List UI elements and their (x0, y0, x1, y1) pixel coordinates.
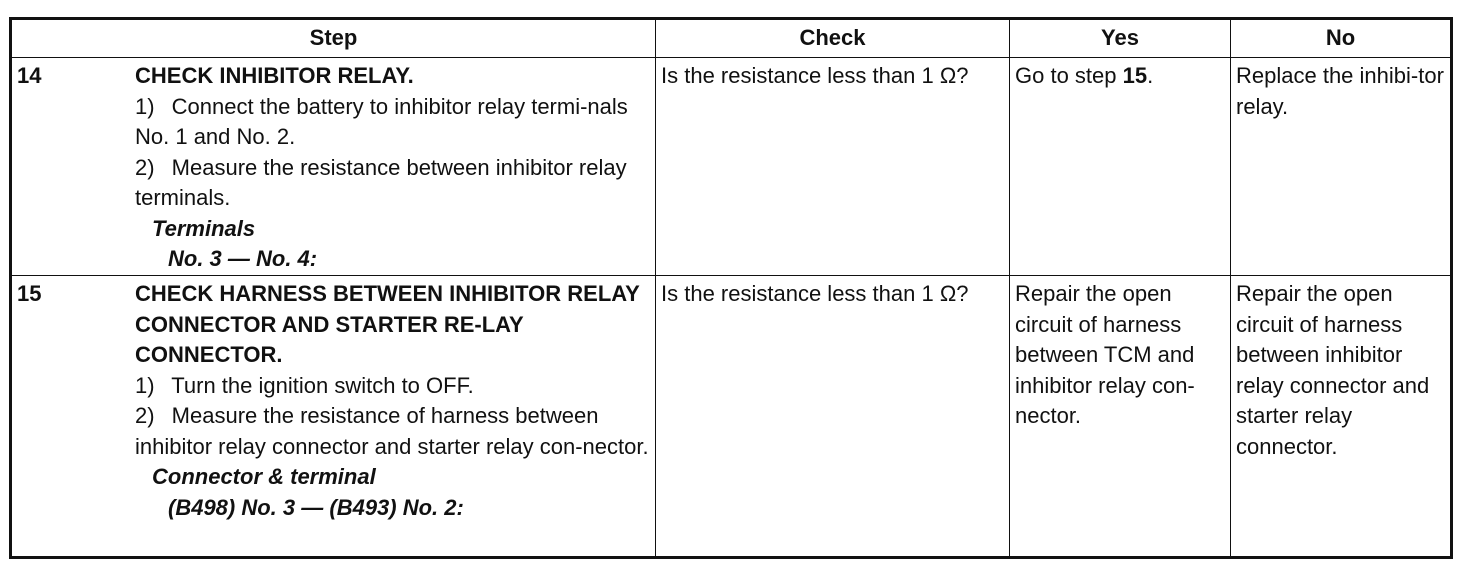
yes-cell (1010, 58, 1231, 276)
yes-suffix: . (1147, 63, 1154, 88)
header-no: No (1231, 19, 1452, 58)
spec-value: (B498) No. 3 — (B493) No. 2: (168, 494, 464, 520)
header-step: Step (11, 19, 656, 58)
header-check: Check (656, 19, 1010, 58)
step-number: 15 (17, 281, 42, 306)
table-row (11, 58, 1452, 276)
step-title: CHECK INHIBITOR RELAY. (135, 63, 414, 88)
step-number: 14 (17, 63, 42, 88)
no-cell: Repair the open circuit of harness between inhibitor relay connector and starter relay connector. (1231, 276, 1452, 558)
step-instruction: 2) Measure the resistance between inhibitor relay terminals. (135, 154, 627, 210)
spec-value: No. 3 — No. 4: (168, 246, 318, 271)
step-instruction: 1) Turn the ignition switch to OFF. (135, 372, 474, 398)
step-cell (11, 58, 656, 276)
header-row (11, 19, 1452, 58)
yes-prefix: Go to step (1015, 63, 1123, 88)
step-cell (11, 276, 656, 558)
header-yes: Yes (1010, 19, 1231, 58)
yes-cell: Repair the open circuit of harness between TCM and inhibitor relay con-nector. (1010, 276, 1231, 558)
spec-label: Connector & terminal (152, 464, 376, 489)
yes-step-link: 15 (1122, 63, 1148, 88)
table-row (11, 276, 1452, 558)
step-instruction: 1) Connect the battery to inhibitor relay termi-nals No. 1 and No. 2. (135, 93, 628, 149)
spec-label: Terminals (152, 215, 256, 241)
no-cell: Replace the inhibi-tor relay. (1231, 58, 1452, 276)
step-title: CHECK HARNESS BETWEEN INHIBITOR RELAY CONNECTOR AND STARTER RE-LAY CONNECTOR. (135, 281, 640, 367)
check-cell: Is the resistance less than 1 Ω? (656, 58, 1010, 276)
diagnostic-table (9, 17, 1453, 559)
step-instruction: 2) Measure the resistance of harness between inhibitor relay connector and starter relay con-nector. (135, 403, 649, 459)
check-cell: Is the resistance less than 1 Ω? (656, 276, 1010, 558)
